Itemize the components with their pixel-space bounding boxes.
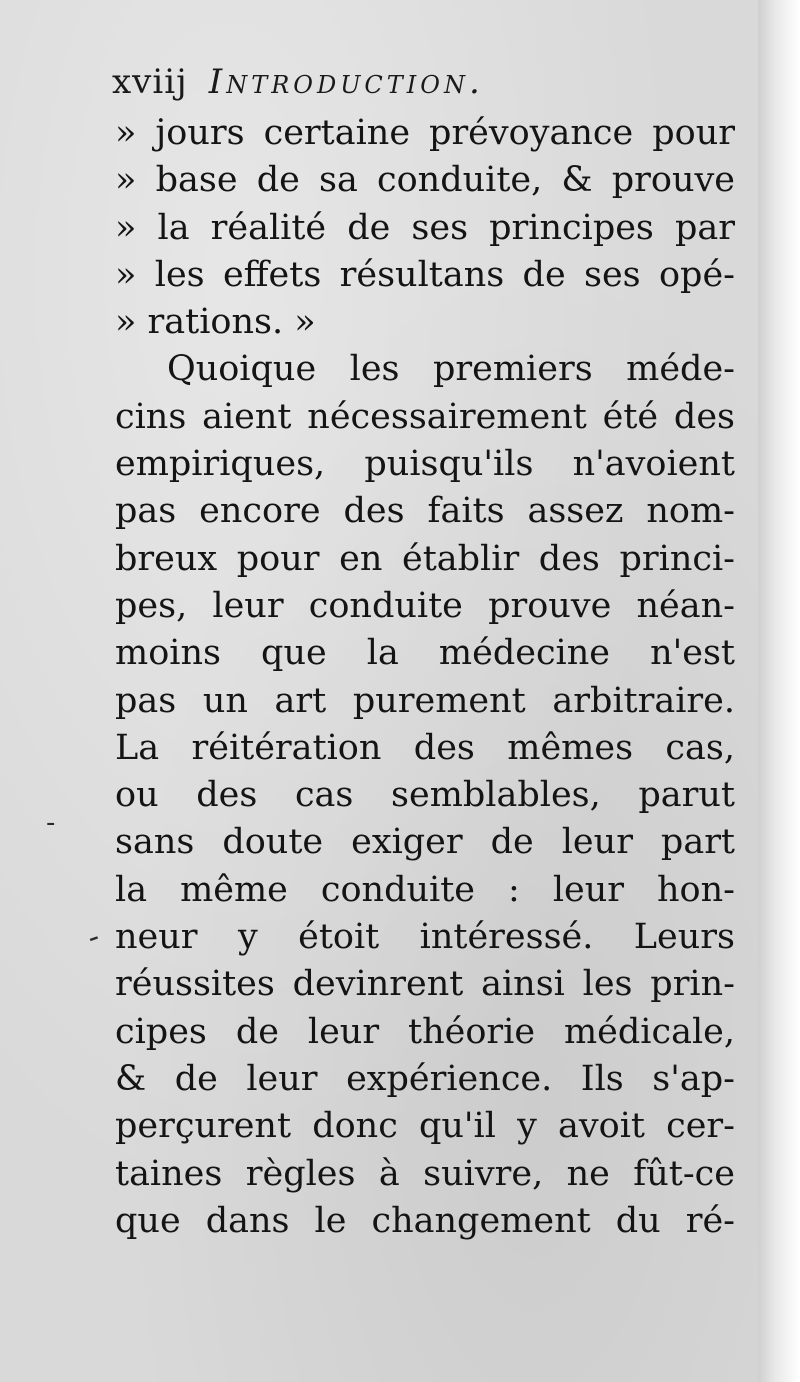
paragraph-line: sans doute exiger de leur part	[115, 822, 735, 863]
page-edge	[758, 0, 800, 1382]
paragraph-line: Quoique les premiers méde-	[167, 349, 735, 390]
page-header	[112, 62, 484, 102]
quote-line: » rations. »	[115, 302, 316, 343]
paragraph-line: pas encore des faits assez nom-	[115, 491, 735, 532]
paragraph-line: que dans le changement du ré-	[115, 1200, 735, 1241]
paragraph-line: cipes de leur théorie médicale,	[115, 1011, 735, 1052]
quote-line: » les effets résultans de ses opé-	[115, 254, 735, 295]
paragraph-line: réussites devinrent ainsi les prin-	[115, 964, 735, 1005]
paragraph-line: taines règles à suivre, ne fût-ce	[115, 1153, 735, 1194]
paragraph-line: neur y étoit intéressé. Leurs	[115, 917, 735, 958]
margin-tick-mark: -	[46, 808, 56, 838]
paragraph-line: pas un art purement arbitraire.	[115, 680, 735, 721]
quote-line: » jours certaine prévoyance pour	[115, 113, 735, 153]
paragraph-line: la même conduite : leur hon-	[115, 869, 735, 910]
paragraph-line: perçurent donc qu'il y avoit cer-	[115, 1106, 735, 1147]
paragraph-line: cins aient nécessairement été des	[115, 396, 735, 437]
quote-line: » base de sa conduite, & prouve	[115, 160, 735, 201]
paragraph-line: ou des cas semblables, parut	[115, 775, 735, 816]
paragraph-line: empiriques, puisqu'ils n'avoient	[115, 444, 735, 485]
paragraph-line: La réitération des mêmes cas,	[115, 727, 735, 768]
body-text	[115, 110, 735, 1245]
paragraph-line: breux pour en établir des princi-	[115, 538, 735, 579]
page-number: xviij	[112, 62, 188, 102]
quote-line: » la réalité de ses principes par	[115, 207, 735, 248]
paragraph-line: moins que la médecine n'est	[115, 633, 735, 674]
paragraph-line: & de leur expérience. Ils s'ap-	[115, 1058, 735, 1099]
running-title: Introduction.	[208, 62, 484, 102]
paragraph-line: pes, leur conduite prouve néan-	[115, 585, 735, 626]
margin-tick-mark: -	[82, 919, 105, 956]
